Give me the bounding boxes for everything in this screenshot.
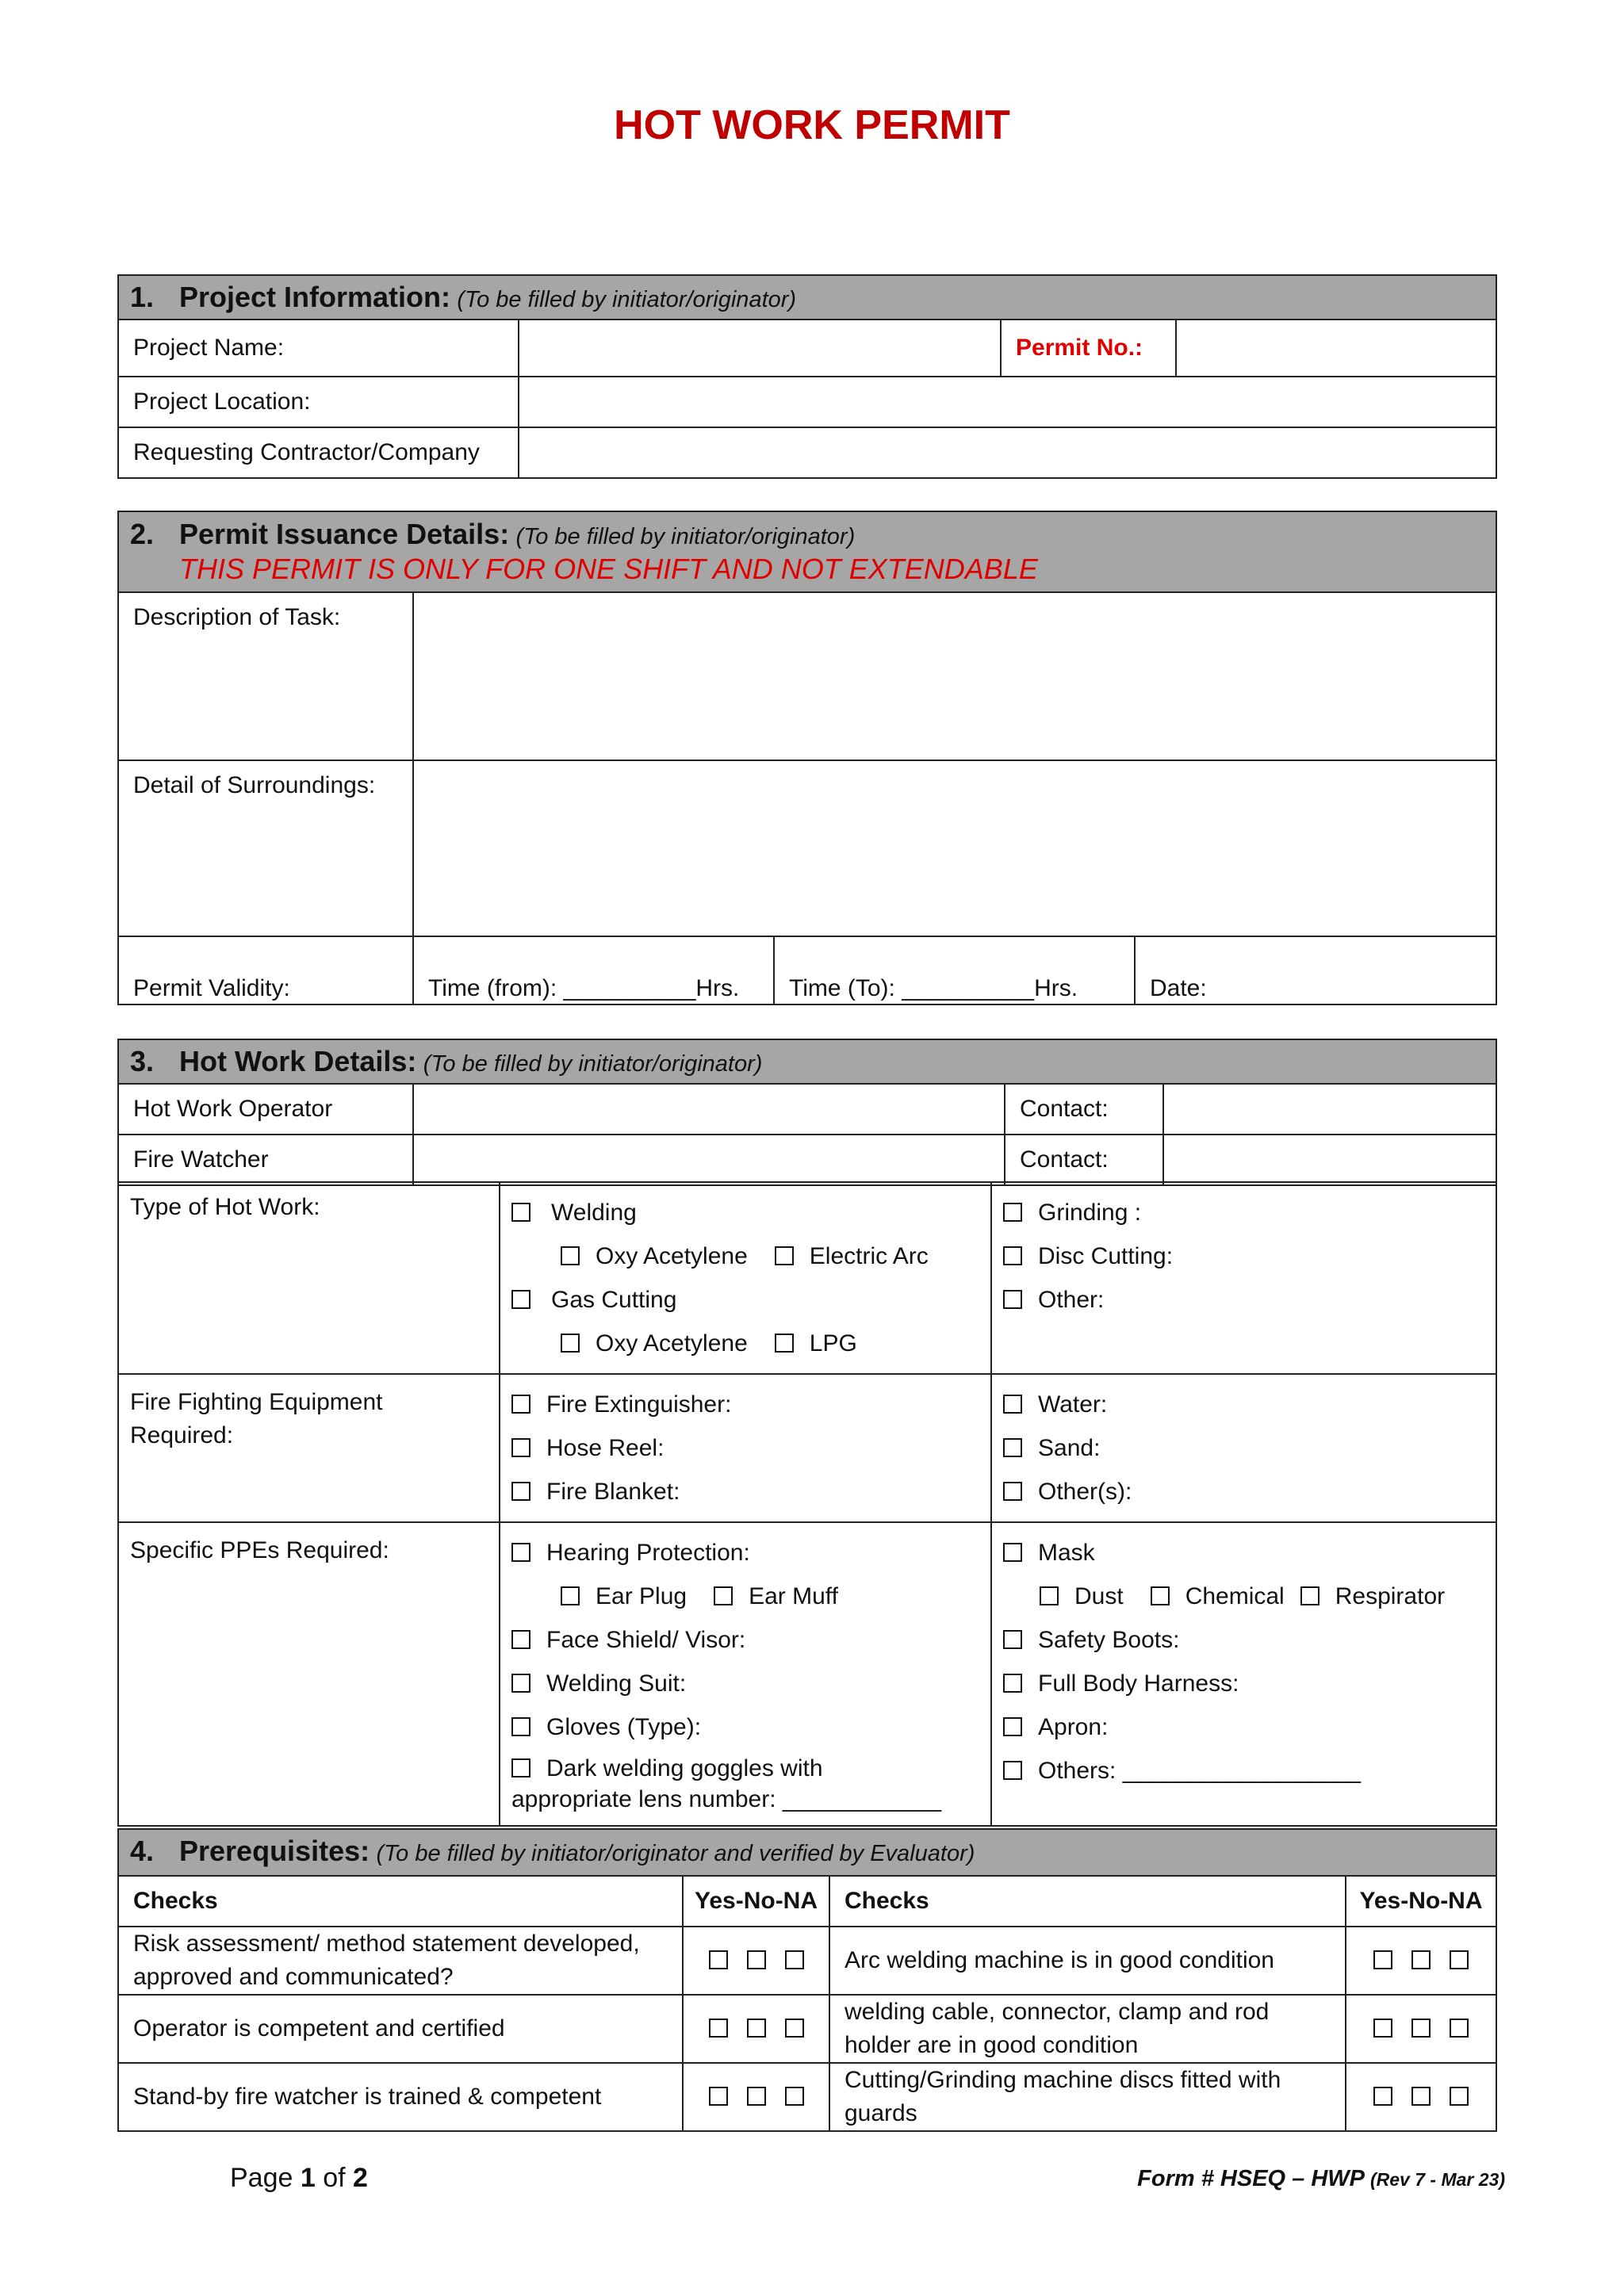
hot-work-type-options-left	[500, 1182, 991, 1374]
option-hose-reel	[511, 1426, 979, 1470]
option-mask-sub	[1003, 1575, 1484, 1618]
option-label: Ear Plug	[596, 1583, 688, 1609]
section-number: 4.	[130, 1835, 155, 1867]
option-goggles	[511, 1749, 979, 1782]
no-checkbox[interactable]	[747, 1950, 766, 1969]
option-grinding	[1003, 1191, 1484, 1234]
section-1-header	[118, 275, 1496, 320]
option-goggles-lens[interactable]: appropriate lens number: ____________	[511, 1786, 942, 1812]
operator-label: Hot Work Operator	[118, 1084, 413, 1135]
yes-checkbox[interactable]	[1373, 2019, 1392, 2038]
page-prefix: Page	[230, 2163, 301, 2193]
checkbox[interactable]	[511, 1203, 530, 1222]
yes-no-na-checkboxes	[1346, 1927, 1496, 1995]
option-label: Respirator	[1335, 1583, 1446, 1609]
checkbox[interactable]	[511, 1438, 530, 1457]
section-note: (To be filled by initiator/originator and verified by Evaluator)	[376, 1841, 975, 1866]
option-label: Gloves (Type):	[546, 1714, 702, 1740]
option-fire-extinguisher	[511, 1383, 979, 1426]
option-gas-cutting	[511, 1278, 979, 1322]
prerequisites-section	[117, 1828, 1497, 2132]
checkbox[interactable]	[511, 1717, 530, 1736]
no-checkbox[interactable]	[1411, 1950, 1431, 1969]
na-checkbox[interactable]	[1450, 2087, 1469, 2106]
task-description-label: Description of Task:	[118, 592, 413, 760]
na-checkbox[interactable]	[1450, 1950, 1469, 1969]
checkbox[interactable]	[1003, 1761, 1022, 1780]
operator-field[interactable]	[413, 1084, 1005, 1135]
check-item: Risk assessment/ method statement developed, approved and communicated?	[118, 1927, 683, 1995]
checkbox[interactable]	[1040, 1586, 1059, 1605]
option-fire-blanket	[511, 1470, 979, 1513]
option-label: Hose Reel:	[546, 1435, 665, 1461]
operator-contact-field[interactable]	[1163, 1084, 1496, 1135]
section-title: Project Information:	[179, 281, 451, 313]
time-from-field[interactable]: Time (from): __________Hrs.	[413, 936, 774, 1004]
yes-checkbox[interactable]	[1373, 1950, 1392, 1969]
section-title: Permit Issuance Details:	[179, 518, 510, 550]
option-label: Chemical	[1185, 1583, 1285, 1609]
fire-watcher-field[interactable]	[413, 1135, 1005, 1185]
option-apron	[1003, 1705, 1484, 1749]
yes-checkbox[interactable]	[709, 2087, 728, 2106]
section-4-header	[118, 1829, 1496, 1876]
option-label: Dark welding goggles with	[546, 1755, 823, 1781]
option-face-shield	[511, 1618, 979, 1662]
checkbox[interactable]	[1300, 1586, 1320, 1605]
checkbox[interactable]	[1003, 1203, 1022, 1222]
no-checkbox[interactable]	[1411, 2087, 1431, 2106]
option-label: Apron:	[1038, 1714, 1109, 1740]
option-label: Grinding :	[1038, 1200, 1142, 1226]
check-item: welding cable, connector, clamp and rod holder are in good condition	[829, 1995, 1346, 2063]
option-sand	[1003, 1426, 1484, 1470]
checkbox[interactable]	[561, 1246, 580, 1265]
checks-header: Checks	[118, 1876, 683, 1927]
option-gas-cutting-sub	[511, 1322, 979, 1365]
checkbox[interactable]	[511, 1674, 530, 1693]
checkbox[interactable]	[1003, 1482, 1022, 1501]
section-note: (To be filled by initiator/originator)	[423, 1051, 763, 1077]
option-label: Mask	[1038, 1540, 1095, 1566]
option-water	[1003, 1383, 1484, 1426]
permit-no-label: Permit No.:	[1001, 320, 1176, 377]
fire-watcher-contact-field[interactable]	[1163, 1135, 1496, 1185]
checkbox[interactable]	[1151, 1586, 1170, 1605]
ppe-options-left	[500, 1522, 991, 1826]
yes-no-na-checkboxes	[1346, 1995, 1496, 2063]
option-label: Safety Boots:	[1038, 1627, 1180, 1653]
section-number: 2.	[130, 518, 155, 550]
option-mask	[1003, 1531, 1484, 1575]
option-safety-boots	[1003, 1618, 1484, 1662]
ppe-label: Specific PPEs Required:	[118, 1522, 500, 1826]
option-label: Disc Cutting:	[1038, 1243, 1174, 1269]
checkbox[interactable]	[1003, 1246, 1022, 1265]
project-information-section	[117, 274, 1497, 479]
option-label: Electric Arc	[809, 1243, 929, 1269]
permit-validity-label: Permit Validity:	[118, 936, 413, 1004]
hot-work-details-section	[117, 1039, 1497, 1186]
checkbox[interactable]	[1003, 1630, 1022, 1649]
surroundings-label: Detail of Surroundings:	[118, 760, 413, 936]
section-number: 3.	[130, 1045, 155, 1077]
fire-watcher-label: Fire Watcher	[118, 1135, 413, 1185]
option-label: Oxy Acetylene	[596, 1330, 748, 1357]
checks-header: Checks	[829, 1876, 1346, 1927]
option-other	[1003, 1278, 1484, 1322]
form-code	[1137, 2166, 1505, 2192]
section-note: (To be filled by initiator/originator)	[515, 524, 856, 549]
option-welding	[511, 1191, 979, 1234]
option-label: Other:	[1038, 1287, 1105, 1313]
hot-work-options	[117, 1181, 1497, 1827]
permit-no-field[interactable]	[1176, 320, 1496, 377]
checkbox[interactable]	[1003, 1674, 1022, 1693]
ffe-label: Fire Fighting Equipment Required:	[118, 1374, 500, 1522]
yes-checkbox[interactable]	[709, 2019, 728, 2038]
no-checkbox[interactable]	[747, 2019, 766, 2038]
yes-no-na-checkboxes	[683, 1927, 829, 1995]
option-welding-sub	[511, 1234, 979, 1278]
checkbox[interactable]	[1003, 1395, 1022, 1414]
option-label: Welding Suit:	[546, 1670, 687, 1697]
section-3-header	[118, 1039, 1496, 1084]
no-checkbox[interactable]	[747, 2087, 766, 2106]
na-checkbox[interactable]	[785, 1950, 804, 1969]
yes-no-na-checkboxes	[1346, 2063, 1496, 2131]
checkbox[interactable]	[775, 1334, 794, 1353]
contractor-field[interactable]	[519, 427, 1496, 478]
checkbox[interactable]	[561, 1334, 580, 1353]
checkbox[interactable]	[511, 1630, 530, 1649]
checkbox[interactable]	[511, 1758, 530, 1777]
operator-contact-label: Contact:	[1005, 1084, 1163, 1135]
section-title: Prerequisites:	[179, 1835, 370, 1867]
time-to-field[interactable]: Time (To): __________Hrs.	[774, 936, 1135, 1004]
form-revision: (Rev 7 - Mar 23)	[1369, 2169, 1505, 2190]
check-item: Arc welding machine is in good condition	[829, 1927, 1346, 1995]
option-others-ppe	[1003, 1749, 1484, 1793]
yes-no-na-header: Yes-No-NA	[1346, 1876, 1496, 1927]
option-label: Fire Extinguisher:	[546, 1391, 732, 1418]
option-welding-suit	[511, 1662, 979, 1705]
hot-work-type-label: Type of Hot Work:	[118, 1182, 500, 1374]
project-location-label: Project Location:	[118, 377, 519, 427]
checkbox[interactable]	[511, 1290, 530, 1309]
checkbox[interactable]	[1003, 1543, 1022, 1562]
yes-checkbox[interactable]	[709, 1950, 728, 1969]
na-checkbox[interactable]	[785, 2019, 804, 2038]
checkbox[interactable]	[561, 1586, 580, 1605]
option-label: Welding	[551, 1200, 637, 1226]
permit-warning: THIS PERMIT IS ONLY FOR ONE SHIFT AND NOT EXTENDABLE	[179, 553, 1038, 585]
form-code-text: Form # HSEQ – HWP	[1137, 2166, 1370, 2191]
na-checkbox[interactable]	[785, 2087, 804, 2106]
table-row	[118, 1995, 1496, 2063]
option-label: Sand:	[1038, 1435, 1101, 1461]
ffe-options-right	[991, 1374, 1496, 1522]
checkbox[interactable]	[1003, 1717, 1022, 1736]
permit-issuance-section	[117, 511, 1497, 1005]
date-field[interactable]: Date:	[1135, 936, 1496, 1004]
task-description-field[interactable]	[413, 592, 1496, 760]
checkbox[interactable]	[511, 1482, 530, 1501]
option-hearing-sub	[511, 1575, 979, 1618]
option-label: Dust	[1074, 1583, 1124, 1609]
section-number: 1.	[130, 281, 155, 313]
table-row	[118, 1927, 1496, 1995]
section-2-header	[118, 511, 1496, 592]
checkbox[interactable]	[1003, 1438, 1022, 1457]
checkbox[interactable]	[511, 1395, 530, 1414]
section-note: (To be filled by initiator/originator)	[457, 287, 797, 312]
page-current: 1	[300, 2163, 316, 2193]
option-label: Other(s):	[1038, 1479, 1132, 1505]
surroundings-field[interactable]	[413, 760, 1496, 936]
option-harness	[1003, 1662, 1484, 1705]
fire-watcher-contact-label: Contact:	[1005, 1135, 1163, 1185]
project-name-field[interactable]	[519, 320, 1001, 377]
ppe-options-right	[991, 1522, 1496, 1826]
option-label: LPG	[809, 1330, 857, 1357]
ffe-options-left	[500, 1374, 991, 1522]
page-total: 2	[353, 2163, 368, 2193]
yes-no-na-checkboxes	[683, 1995, 829, 2063]
option-label: Full Body Harness:	[1038, 1670, 1239, 1697]
option-label: Face Shield/ Visor:	[546, 1627, 746, 1653]
document-title: HOT WORK PERMIT	[614, 102, 1010, 148]
option-label: Gas Cutting	[551, 1287, 677, 1313]
project-location-field[interactable]	[519, 377, 1496, 427]
check-item: Stand-by fire watcher is trained & competent	[118, 2063, 683, 2131]
option-label: Others: __________________	[1038, 1758, 1362, 1784]
option-hearing-protection	[511, 1531, 979, 1575]
option-gloves	[511, 1705, 979, 1749]
yes-no-na-checkboxes	[683, 2063, 829, 2131]
option-label: Fire Blanket:	[546, 1479, 680, 1505]
project-name-label: Project Name:	[118, 320, 519, 377]
option-disc-cutting	[1003, 1234, 1484, 1278]
checkbox[interactable]	[1003, 1290, 1022, 1309]
checkbox[interactable]	[714, 1586, 733, 1605]
table-row	[118, 2063, 1496, 2131]
option-label: Hearing Protection:	[546, 1540, 750, 1566]
contractor-label: Requesting Contractor/Company	[118, 427, 519, 478]
no-checkbox[interactable]	[1411, 2019, 1431, 2038]
check-item: Cutting/Grinding machine discs fitted with guards	[829, 2063, 1346, 2131]
checkbox[interactable]	[511, 1543, 530, 1562]
page-number	[230, 2163, 368, 2194]
check-item: Operator is competent and certified	[118, 1995, 683, 2063]
option-others	[1003, 1470, 1484, 1513]
yes-no-na-header: Yes-No-NA	[683, 1876, 829, 1927]
page-mid: of	[315, 2163, 354, 2193]
section-title: Hot Work Details:	[179, 1045, 417, 1077]
checkbox[interactable]	[775, 1246, 794, 1265]
option-label: Water:	[1038, 1391, 1108, 1418]
yes-checkbox[interactable]	[1373, 2087, 1392, 2106]
hot-work-type-options-right	[991, 1182, 1496, 1374]
option-label: Ear Muff	[749, 1583, 838, 1609]
na-checkbox[interactable]	[1450, 2019, 1469, 2038]
option-label: Oxy Acetylene	[596, 1243, 748, 1269]
